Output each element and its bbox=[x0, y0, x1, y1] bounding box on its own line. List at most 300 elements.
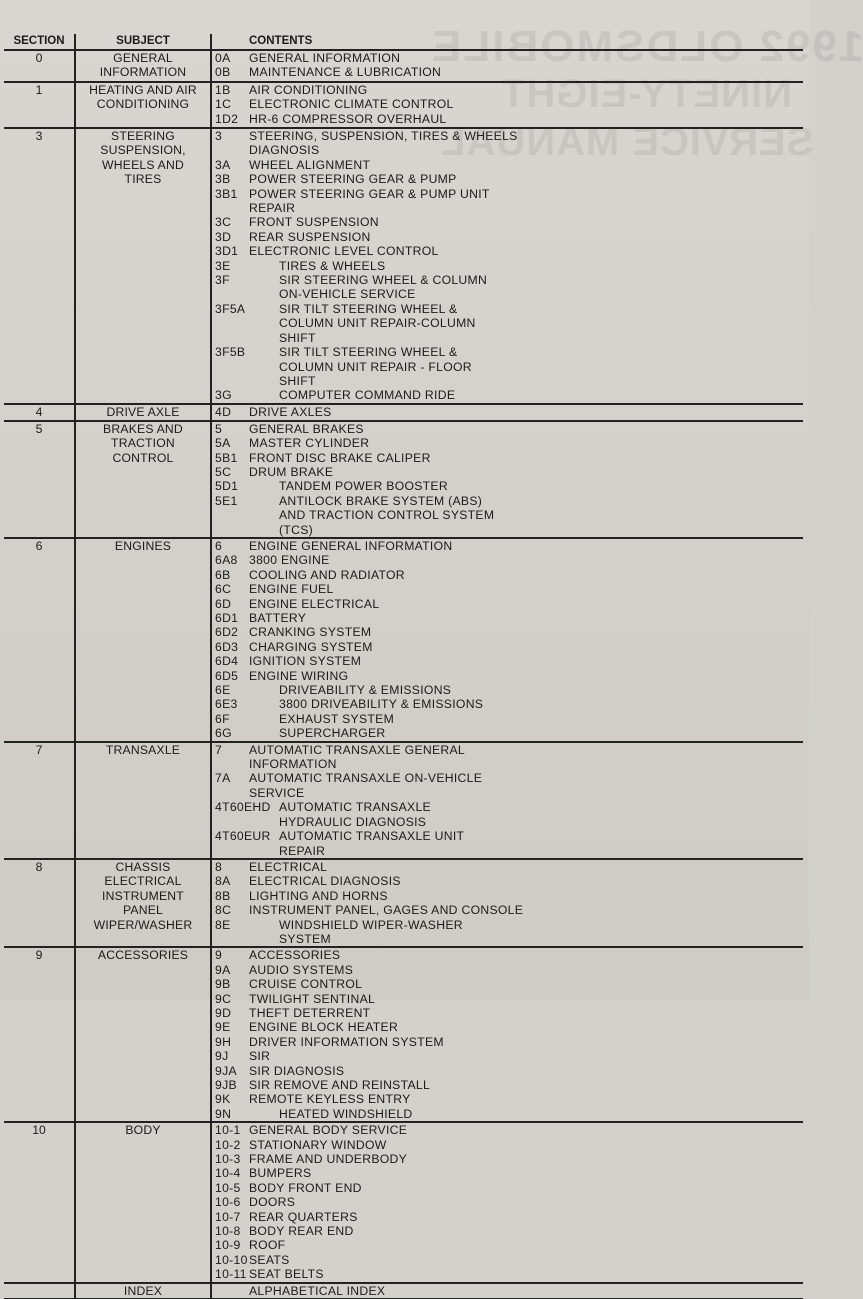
section-code: 10-10 bbox=[215, 1252, 248, 1267]
section-title: ELECTRICAL bbox=[249, 859, 328, 874]
section-title: ENGINE ELECTRICAL bbox=[249, 596, 380, 611]
subject-line: WIPER/WASHER bbox=[93, 917, 193, 932]
contents-entry bbox=[215, 494, 495, 537]
section-title: REAR SUSPENSION bbox=[249, 229, 371, 244]
contents-entry bbox=[215, 1006, 535, 1020]
section-code: 9JB bbox=[215, 1078, 237, 1092]
subject-line: DRIVE AXLE bbox=[106, 404, 180, 419]
section-code: 9H bbox=[215, 1034, 232, 1049]
contents-entry bbox=[215, 918, 495, 947]
section-code: 9E bbox=[215, 1020, 231, 1035]
contents-entry bbox=[215, 215, 535, 229]
contents-entry bbox=[215, 948, 535, 962]
section-title: DRUM BRAKE bbox=[249, 464, 334, 479]
section-number: 5 bbox=[4, 421, 75, 538]
section-title: STEERING, SUSPENSION, TIRES & WHEELS DIAGNOSIS bbox=[249, 129, 518, 158]
contents-entry bbox=[215, 654, 535, 668]
section-code: 6D5 bbox=[215, 668, 239, 683]
section-title: HEATED WINDSHIELD bbox=[279, 1106, 413, 1121]
contents-entry bbox=[215, 345, 495, 388]
section-title: CHARGING SYSTEM bbox=[249, 639, 373, 654]
section-number: 0 bbox=[4, 50, 75, 82]
subject-line: STEERING bbox=[111, 129, 175, 143]
section-title: GENERAL BODY SERVICE bbox=[249, 1123, 408, 1138]
contents-entry bbox=[215, 1210, 535, 1224]
contents-cell bbox=[211, 50, 803, 82]
section-code: 3G bbox=[215, 388, 232, 403]
section-code: 6E3 bbox=[215, 697, 238, 712]
contents-entry bbox=[215, 1238, 535, 1252]
section-title: BODY FRONT END bbox=[249, 1180, 362, 1195]
contents-table bbox=[4, 34, 803, 1299]
header-subject: SUBJECT bbox=[75, 34, 211, 50]
contents-entry bbox=[215, 230, 535, 244]
section-title: ALPHABETICAL INDEX bbox=[249, 1283, 386, 1298]
contents-entry bbox=[215, 669, 535, 683]
section-code bbox=[215, 1284, 249, 1298]
section-number: 7 bbox=[4, 742, 75, 859]
subject-line: TIRES bbox=[124, 172, 162, 187]
section-title: BUMPERS bbox=[249, 1166, 312, 1181]
section-number: 3 bbox=[4, 128, 75, 404]
section-code: 6A8 bbox=[215, 553, 238, 568]
section-code: 3B1 bbox=[215, 186, 238, 201]
contents-entry bbox=[215, 172, 535, 186]
contents-entry bbox=[215, 743, 535, 772]
header-row bbox=[4, 34, 803, 50]
contents-entry bbox=[215, 903, 535, 917]
contents-entry bbox=[215, 829, 495, 858]
contents-entry bbox=[215, 1253, 535, 1267]
section-title: ENGINE FUEL bbox=[249, 582, 334, 597]
section-title: FRONT DISC BRAKE CALIPER bbox=[249, 450, 431, 465]
section-number: 8 bbox=[4, 859, 75, 947]
section-code: 6D bbox=[215, 596, 232, 611]
contents-entry bbox=[215, 1078, 535, 1092]
section-title: REMOTE KEYLESS ENTRY bbox=[249, 1092, 411, 1107]
section-code: 4D bbox=[215, 404, 232, 419]
contents-entry bbox=[215, 83, 535, 97]
contents-left-column bbox=[215, 1284, 535, 1298]
contents-entry bbox=[215, 479, 495, 493]
subject-cell bbox=[75, 947, 211, 1122]
subject-line: PANEL bbox=[122, 903, 164, 918]
section-title: SIR bbox=[249, 1049, 271, 1064]
subject-cell bbox=[75, 128, 211, 404]
contents-cell bbox=[211, 421, 803, 538]
section-code: 5B1 bbox=[215, 450, 238, 465]
contents-entry bbox=[215, 1064, 535, 1078]
section-title: TANDEM POWER BOOSTER bbox=[279, 479, 448, 494]
contents-right-column bbox=[215, 1107, 495, 1121]
contents-entry bbox=[215, 1284, 535, 1298]
contents-entry bbox=[215, 597, 535, 611]
contents-entry bbox=[215, 539, 535, 553]
subject-line: BRAKES AND bbox=[103, 421, 183, 436]
section-title: BATTERY bbox=[249, 611, 307, 625]
contents-entry bbox=[215, 1224, 535, 1238]
section-row bbox=[4, 50, 803, 82]
contents-cell bbox=[211, 404, 803, 421]
section-code: 4T60EHD bbox=[215, 800, 271, 815]
contents-entry bbox=[215, 1138, 535, 1152]
section-code: 8B bbox=[215, 888, 231, 903]
header-section: SECTION bbox=[4, 34, 75, 50]
contents-entry bbox=[215, 800, 495, 829]
subject-line: BODY bbox=[125, 1123, 161, 1138]
contents-cell bbox=[211, 859, 803, 947]
section-title: IGNITION SYSTEM bbox=[249, 654, 362, 669]
section-code: 0B bbox=[215, 65, 231, 80]
section-title: AUTOMATIC TRANSAXLE UNIT REPAIR bbox=[279, 829, 465, 858]
section-code: 6 bbox=[215, 538, 223, 553]
section-title: SIR REMOVE AND REINSTALL bbox=[249, 1078, 431, 1092]
section-code: 9J bbox=[215, 1049, 229, 1064]
section-code: 7A bbox=[215, 771, 231, 786]
subject-line: GENERAL bbox=[113, 51, 173, 65]
section-number bbox=[4, 1283, 75, 1299]
subject-line: ENGINES bbox=[114, 538, 172, 553]
contents-entry bbox=[215, 436, 535, 450]
section-code: 8C bbox=[215, 903, 232, 918]
contents-entry bbox=[215, 422, 535, 436]
section-row bbox=[4, 947, 803, 1122]
subject-line: INSTRUMENT bbox=[102, 888, 184, 903]
section-code: 8A bbox=[215, 874, 231, 889]
section-code: 3F bbox=[215, 273, 230, 288]
section-code: 6D4 bbox=[215, 654, 239, 669]
section-code: 9A bbox=[215, 962, 231, 977]
subject-line: INDEX bbox=[123, 1283, 163, 1298]
contents-left-column bbox=[215, 743, 535, 801]
contents-entry bbox=[215, 553, 535, 567]
contents-left-column bbox=[215, 422, 535, 480]
section-title: COMPUTER COMMAND RIDE bbox=[279, 388, 456, 403]
section-title: DRIVE AXLES bbox=[249, 404, 332, 419]
bleed-through-title: 1992 OLDSMOBILE bbox=[430, 22, 863, 71]
section-code: 3A bbox=[215, 157, 231, 172]
section-title: 3800 ENGINE bbox=[249, 553, 330, 568]
section-code: 5A bbox=[215, 436, 231, 451]
section-code: 9C bbox=[215, 991, 232, 1006]
contents-entry bbox=[215, 388, 495, 402]
section-code: 10-8 bbox=[215, 1224, 241, 1239]
section-code: 3F5A bbox=[215, 301, 246, 316]
contents-entry bbox=[215, 568, 535, 582]
section-code: 10-1 bbox=[215, 1123, 241, 1138]
contents-left-column bbox=[215, 51, 535, 80]
section-title: FRONT SUSPENSION bbox=[249, 215, 379, 230]
subject-line: ACCESSORIES bbox=[97, 948, 189, 963]
section-code: 9JA bbox=[215, 1063, 237, 1078]
section-title: TIRES & WHEELS bbox=[279, 258, 386, 273]
section-code: 3 bbox=[215, 129, 223, 143]
section-code: 6C bbox=[215, 582, 232, 597]
contents-entry bbox=[215, 1049, 535, 1063]
bleed-through-subtitle: SERVICE MANUAL bbox=[440, 120, 814, 164]
section-row bbox=[4, 1122, 803, 1282]
subject-cell bbox=[75, 82, 211, 128]
section-number: 9 bbox=[4, 947, 75, 1122]
contents-left-column bbox=[215, 1123, 535, 1281]
contents-cell bbox=[211, 128, 803, 404]
contents-entry bbox=[215, 1035, 535, 1049]
section-code: 6E bbox=[215, 683, 231, 698]
section-code: 6G bbox=[215, 726, 232, 741]
contents-cell bbox=[211, 947, 803, 1122]
section-code: 10-11 bbox=[215, 1267, 247, 1282]
section-code: 6D1 bbox=[215, 611, 239, 625]
contents-entry bbox=[215, 97, 535, 111]
section-code: 9B bbox=[215, 977, 231, 992]
contents-entry bbox=[215, 582, 535, 596]
section-code: 10-3 bbox=[215, 1152, 241, 1167]
section-row bbox=[4, 82, 803, 128]
contents-entry bbox=[215, 51, 535, 65]
contents-entry bbox=[215, 860, 535, 874]
section-title: TWILIGHT SENTINAL bbox=[249, 991, 376, 1006]
section-row bbox=[4, 404, 803, 421]
section-code: 4T60EUR bbox=[215, 829, 271, 844]
section-code: 10-2 bbox=[215, 1137, 241, 1152]
section-code: 0A bbox=[215, 51, 231, 65]
section-title: FRAME AND UNDERBODY bbox=[249, 1152, 408, 1167]
contents-cell bbox=[211, 1283, 803, 1299]
contents-body bbox=[4, 50, 803, 1299]
section-code: 3D1 bbox=[215, 244, 239, 259]
contents-entry bbox=[215, 405, 535, 419]
section-title: POWER STEERING GEAR & PUMP UNIT REPAIR bbox=[249, 186, 490, 216]
section-code: 6D2 bbox=[215, 625, 239, 640]
section-title: MAINTENANCE & LUBRICATION bbox=[249, 65, 442, 80]
subject-cell bbox=[75, 50, 211, 82]
contents-entry bbox=[215, 187, 535, 216]
contents-cell bbox=[211, 82, 803, 128]
section-title: ENGINE WIRING bbox=[249, 668, 349, 683]
contents-entry bbox=[215, 625, 535, 639]
contents-entry bbox=[215, 992, 535, 1006]
section-code: 10-4 bbox=[215, 1166, 241, 1181]
contents-entry bbox=[215, 874, 535, 888]
subject-cell bbox=[75, 1283, 211, 1299]
section-code: 7 bbox=[215, 742, 223, 757]
contents-entry bbox=[215, 712, 495, 726]
section-title: WINDSHIELD WIPER-WASHER SYSTEM bbox=[279, 917, 463, 946]
subject-cell bbox=[75, 1122, 211, 1282]
section-title: POWER STEERING GEAR & PUMP bbox=[249, 172, 457, 187]
section-code: 10-6 bbox=[215, 1195, 241, 1210]
section-title: LIGHTING AND HORNS bbox=[249, 888, 388, 903]
section-title: BODY REAR END bbox=[249, 1224, 354, 1239]
contents-left-column bbox=[215, 948, 535, 1106]
section-title: SEAT BELTS bbox=[249, 1267, 324, 1282]
section-title: REAR QUARTERS bbox=[249, 1209, 358, 1224]
section-title: WHEEL ALIGNMENT bbox=[249, 157, 371, 172]
subject-cell bbox=[75, 421, 211, 538]
contents-left-column bbox=[215, 405, 535, 419]
subject-line: CHASSIS bbox=[115, 859, 171, 874]
section-title: GENERAL INFORMATION bbox=[249, 51, 401, 65]
contents-entry bbox=[215, 640, 535, 654]
section-code: 3E bbox=[215, 258, 231, 273]
section-code: 9K bbox=[215, 1092, 231, 1107]
section-title: DRIVEABILITY & EMISSIONS bbox=[279, 683, 452, 698]
section-code: 6B bbox=[215, 567, 231, 582]
section-code: 3B bbox=[215, 172, 231, 187]
contents-entry bbox=[215, 726, 495, 740]
section-code: 9 bbox=[215, 948, 223, 963]
bleed-through-model: NINETY-EIGHT bbox=[500, 72, 793, 116]
contents-entry bbox=[215, 1152, 535, 1166]
section-code: 3C bbox=[215, 215, 232, 230]
section-title: CRUISE CONTROL bbox=[249, 977, 363, 992]
section-title: STATIONARY WINDOW bbox=[249, 1137, 387, 1152]
section-title: INSTRUMENT PANEL, GAGES AND CONSOLE bbox=[249, 903, 524, 918]
subject-line: SUSPENSION, bbox=[100, 143, 186, 158]
subject-line: INFORMATION bbox=[99, 65, 187, 80]
section-code: 5D1 bbox=[215, 479, 239, 494]
section-title: ELECTRONIC LEVEL CONTROL bbox=[249, 244, 439, 259]
section-title: AUTOMATIC TRANSAXLE ON-VEHICLE SERVICE bbox=[249, 771, 483, 800]
contents-entry bbox=[215, 259, 495, 273]
section-row bbox=[4, 859, 803, 947]
section-row bbox=[4, 742, 803, 859]
contents-right-column bbox=[215, 918, 495, 947]
section-code: 6F bbox=[215, 711, 230, 726]
contents-entry bbox=[215, 158, 535, 172]
contents-entry bbox=[215, 1107, 495, 1121]
section-code: 8 bbox=[215, 859, 223, 874]
section-title: SEATS bbox=[249, 1252, 290, 1267]
section-title: MASTER CYLINDER bbox=[249, 436, 370, 451]
section-code: 5C bbox=[215, 464, 232, 479]
subject-cell bbox=[75, 742, 211, 859]
section-code: 3D bbox=[215, 229, 232, 244]
contents-entry bbox=[215, 244, 535, 258]
contents-right-column bbox=[215, 259, 495, 403]
section-title: EXHAUST SYSTEM bbox=[279, 711, 395, 726]
section-row bbox=[4, 1283, 803, 1299]
header-contents: CONTENTS bbox=[211, 34, 803, 50]
subject-line: ELECTRICAL bbox=[104, 874, 182, 889]
section-title: THEFT DETERRENT bbox=[249, 1005, 371, 1020]
section-title: AIR CONDITIONING bbox=[249, 83, 368, 97]
contents-cell bbox=[211, 742, 803, 859]
contents-entry bbox=[215, 302, 495, 345]
section-code: 9N bbox=[215, 1106, 232, 1121]
section-row bbox=[4, 128, 803, 404]
section-code: 5 bbox=[215, 421, 223, 436]
section-title: GENERAL BRAKES bbox=[249, 421, 364, 436]
contents-entry bbox=[215, 1092, 535, 1106]
section-code: 5E1 bbox=[215, 493, 238, 508]
contents-entry bbox=[215, 697, 495, 711]
subject-line: TRANSAXLE bbox=[105, 742, 181, 757]
section-title: ANTILOCK BRAKE SYSTEM (ABS) AND TRACTION CONTROL SYSTEM (TCS) bbox=[279, 493, 495, 537]
contents-left-column bbox=[215, 129, 535, 259]
contents-cell bbox=[211, 1122, 803, 1282]
section-code: 10-9 bbox=[215, 1238, 241, 1253]
section-code: 1B bbox=[215, 83, 231, 97]
section-title: SUPERCHARGER bbox=[279, 726, 386, 741]
section-title: ENGINE BLOCK HEATER bbox=[249, 1020, 399, 1035]
section-title: DRIVER INFORMATION SYSTEM bbox=[249, 1034, 444, 1049]
contents-left-column bbox=[215, 860, 535, 918]
contents-entry bbox=[215, 112, 535, 126]
contents-right-column bbox=[215, 800, 495, 858]
section-title: ELECTRICAL DIAGNOSIS bbox=[249, 874, 401, 889]
contents-entry bbox=[215, 1195, 535, 1209]
section-title: ACCESSORIES bbox=[249, 948, 341, 963]
section-code: 3F5B bbox=[215, 345, 246, 360]
contents-entry bbox=[215, 273, 495, 302]
section-title: AUDIO SYSTEMS bbox=[249, 962, 354, 977]
subject-line: WHEELS AND bbox=[102, 157, 184, 172]
contents-entry bbox=[215, 1181, 535, 1195]
section-code: 10-5 bbox=[215, 1180, 241, 1195]
contents-entry bbox=[215, 1020, 535, 1034]
section-title: SIR TILT STEERING WHEEL & COLUMN UNIT REPAIR - FLOOR SHIFT bbox=[279, 345, 472, 388]
contents-entry bbox=[215, 451, 535, 465]
subject-cell bbox=[75, 859, 211, 947]
section-title: SIR DIAGNOSIS bbox=[249, 1063, 345, 1078]
section-title: AUTOMATIC TRANSAXLE HYDRAULIC DIAGNOSIS bbox=[279, 800, 431, 829]
subject-line: CONTROL bbox=[112, 450, 174, 465]
contents-left-column bbox=[215, 83, 535, 126]
subject-cell bbox=[75, 404, 211, 421]
contents-entry bbox=[215, 963, 535, 977]
section-code: 10-7 bbox=[215, 1209, 241, 1224]
subject-line: CONDITIONING bbox=[96, 97, 190, 112]
section-code: 1D2 bbox=[215, 111, 239, 126]
contents-left-column bbox=[215, 539, 535, 683]
contents-entry bbox=[215, 1267, 535, 1281]
section-title: SIR TILT STEERING WHEEL & COLUMN UNIT REPAIR-COLUMN SHIFT bbox=[279, 301, 476, 345]
section-row bbox=[4, 538, 803, 742]
contents-entry bbox=[215, 465, 535, 479]
section-title: ROOF bbox=[249, 1238, 286, 1253]
contents-entry bbox=[215, 683, 495, 697]
section-title: ELECTRONIC CLIMATE CONTROL bbox=[249, 97, 454, 112]
section-row bbox=[4, 421, 803, 538]
section-number: 1 bbox=[4, 82, 75, 128]
contents-entry bbox=[215, 611, 535, 625]
section-title: DOORS bbox=[249, 1195, 296, 1210]
section-title: SIR STEERING WHEEL & COLUMN ON-VEHICLE SERVICE bbox=[279, 273, 488, 302]
contents-right-column bbox=[215, 479, 495, 537]
section-code: 6D3 bbox=[215, 639, 239, 654]
section-number: 4 bbox=[4, 404, 75, 421]
contents-entry bbox=[215, 129, 535, 158]
section-title: HR-6 COMPRESSOR OVERHAUL bbox=[249, 111, 447, 126]
contents-entry bbox=[215, 889, 535, 903]
contents-entry bbox=[215, 65, 535, 79]
section-code: 1C bbox=[215, 97, 232, 112]
subject-line: TRACTION bbox=[111, 436, 175, 451]
section-number: 6 bbox=[4, 538, 75, 742]
contents-entry bbox=[215, 1123, 535, 1137]
subject-line: HEATING AND AIR bbox=[89, 83, 197, 97]
section-title: ENGINE GENERAL INFORMATION bbox=[249, 538, 453, 553]
contents-entry bbox=[215, 977, 535, 991]
section-title: 3800 DRIVEABILITY & EMISSIONS bbox=[279, 697, 484, 712]
section-title: CRANKING SYSTEM bbox=[249, 625, 372, 640]
contents-entry bbox=[215, 771, 535, 800]
section-code: 9D bbox=[215, 1005, 232, 1020]
section-title: COOLING AND RADIATOR bbox=[249, 567, 405, 582]
section-title: AUTOMATIC TRANSAXLE GENERAL INFORMATION bbox=[249, 742, 465, 772]
section-code: 8E bbox=[215, 917, 231, 932]
